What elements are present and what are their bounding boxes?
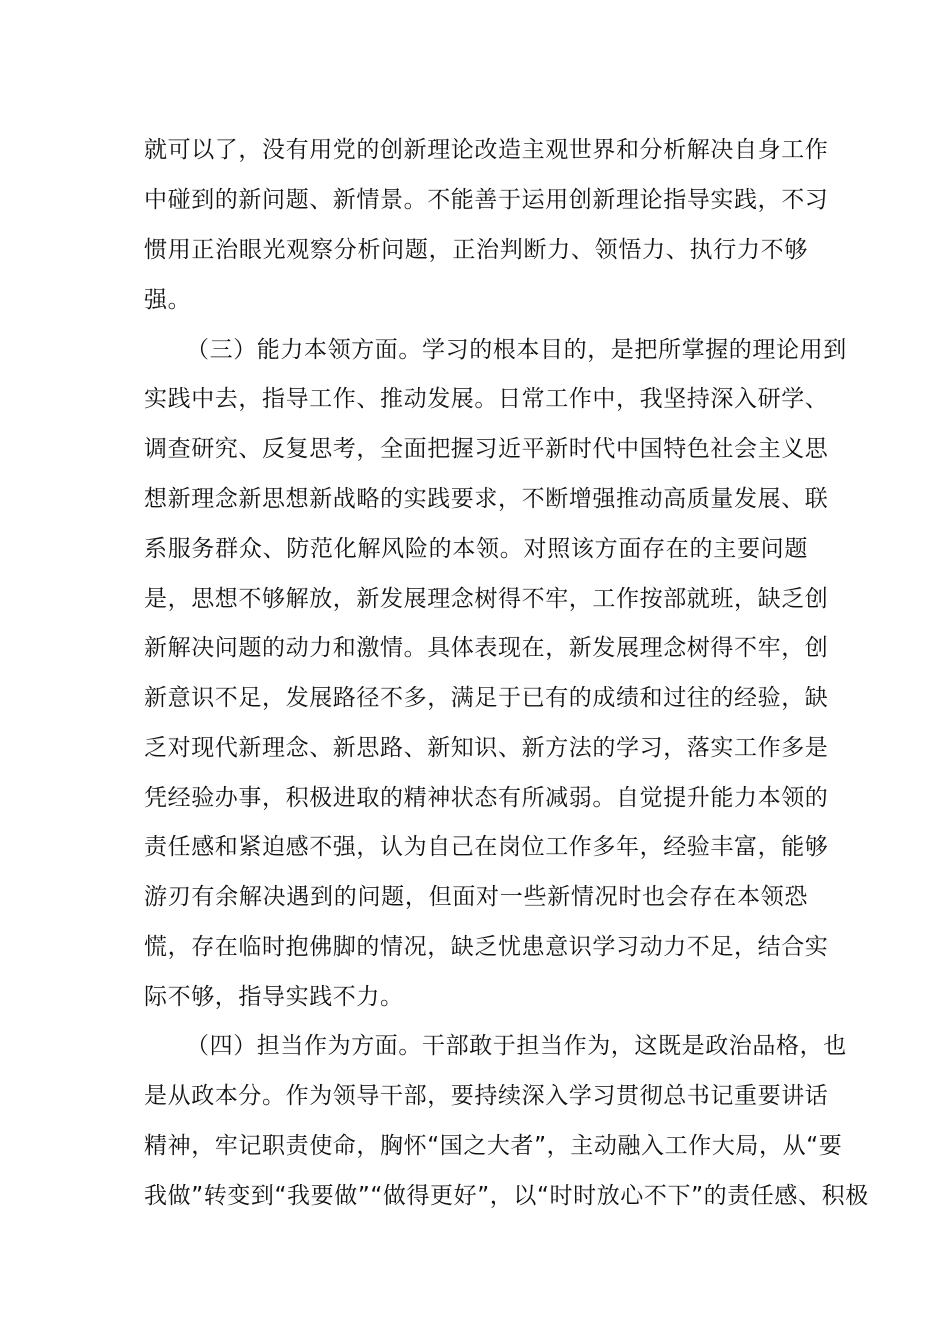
section-heading-line: （四）担当作为方面。干部敢于担当作为，这既是政治品格，也 — [186, 1033, 847, 1059]
text-line: 新意识不足，发展路径不多，满足于已有的成绩和过往的经验，缺 — [144, 685, 829, 711]
text-line: 调查研究、反复思考，全面把握习近平新时代中国特色社会主义思 — [144, 436, 829, 462]
text-line: 系服务群众、防范化解风险的本领。对照该方面存在的主要问题 — [144, 536, 808, 562]
text-line: 凭经验办事，积极进取的精神状态有所减弱。自觉提升能力本领的 — [144, 785, 829, 811]
text-line: 强。 — [144, 287, 192, 313]
text-line: 惯用正治眼光观察分析问题，正治判断力、领悟力、执行力不够 — [144, 237, 808, 263]
text-line: 慌，存在临时抱佛脚的情况，缺乏忧患意识学习动力不足，结合实 — [144, 934, 829, 960]
section-heading-line: （三）能力本领方面。学习的根本目的，是把所掌握的理论用到 — [186, 337, 847, 363]
text-line: 是从政本分。作为领导干部，要持续深入学习贯彻总书记重要讲话 — [144, 1083, 829, 1109]
text-line: 责任感和紧迫感不强，认为自己在岗位工作多年，经验丰富，能够 — [144, 834, 829, 860]
text-line: 新解决问题的动力和激情。具体表现在，新发展理念树得不牢，创 — [144, 635, 829, 661]
text-line: 乏对现代新理念、新思路、新知识、新方法的学习，落实工作多是 — [144, 735, 829, 761]
text-line: 精神，牢记职责使命，胸怀“国之大者”，主动融入工作大局，从“要 — [144, 1133, 843, 1159]
text-line: 中碰到的新问题、新情景。不能善于运用创新理论指导实践，不习 — [144, 187, 829, 213]
text-line: 是，思想不够解放，新发展理念树得不牢，工作按部就班，缺乏创 — [144, 586, 829, 612]
text-line: 游刃有余解决遇到的问题，但面对一些新情况时也会存在本领恐 — [144, 884, 808, 910]
text-line: 实践中去，指导工作、推动发展。日常工作中，我坚持深入研学、 — [144, 386, 829, 412]
text-line: 际不够，指导实践不力。 — [144, 984, 404, 1010]
text-line: 想新理念新思想新战略的实践要求，不断增强推动高质量发展、联 — [144, 486, 829, 512]
text-line: 我做”转变到“我要做”“做得更好”，以“时时放心不下”的责任感、积极 — [144, 1183, 869, 1209]
text-line: 就可以了，没有用党的创新理论改造主观世界和分析解决自身工作 — [144, 137, 829, 163]
